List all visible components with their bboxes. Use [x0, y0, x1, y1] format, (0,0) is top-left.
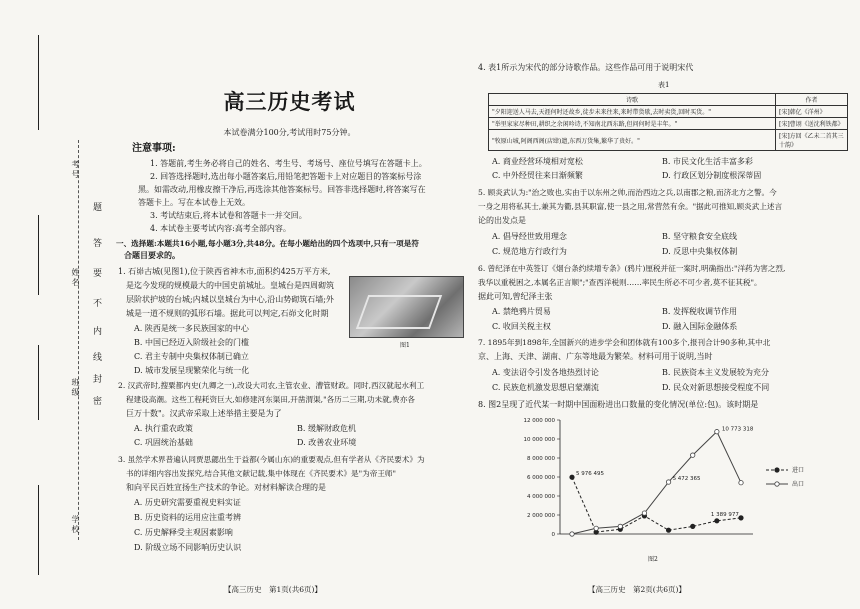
seal-word: 要: [93, 269, 103, 279]
photo-wall: [356, 295, 442, 329]
q2-stem: 巨万十数"。汉武帝采取上述举措主要是为了: [126, 409, 282, 418]
seal-word: 题: [93, 203, 103, 213]
flour-trade-chart: [498, 412, 838, 552]
q6-option-a[interactable]: A. 禁绝鸦片贸易: [492, 307, 551, 316]
table-header: 诗歌: [489, 94, 776, 106]
class-label: 班级: [71, 378, 80, 398]
note-line: 黑。如需改动,用橡皮擦干净后,再选涂其他答案标号。回答非选择题时,将答案写在: [138, 185, 426, 194]
figure2-caption: 图2: [648, 556, 658, 563]
q5-option-a[interactable]: A. 倡导经世致用理念: [492, 232, 567, 241]
table-row: [489, 106, 848, 118]
seal-word: 密: [93, 397, 103, 407]
q6-stem: 据此可知,曾纪泽主张: [478, 292, 553, 301]
q2-stem: 2. 汉武帝时,搜粟都内史(九卿之一),改设大司农,主管农业、漕管财政。同时,西汉就起水利工: [118, 381, 425, 390]
section-heading: 一、选择题:本题共16小题,每小题3分,共48分。在每小题给出的四个选项中,只有一项是符: [116, 239, 419, 248]
note-line: 1. 答题前,考生务必将自己的姓名、考生号、考场号、座位号填写在答题卡上。: [150, 159, 427, 168]
data-point: [642, 511, 646, 515]
q4-option-c[interactable]: C. 中外经贸往来日渐频繁: [492, 171, 583, 180]
class-line: [38, 345, 39, 420]
y-tick-label: 12 000 000: [523, 418, 555, 424]
page2-footer: 【高三历史 第2页(共6页)】: [588, 585, 686, 594]
data-point: [715, 429, 719, 433]
q2-stem: 程建设高潮。这些工程耗资巨大,如修建河东渠田,开凿渭渠,"各历二三期,功未就,费亦各: [126, 395, 415, 404]
figure1-caption: 图1: [400, 342, 410, 349]
table-row: [489, 130, 848, 151]
table1-caption: 表1: [658, 81, 670, 89]
data-label: 10 773 318: [721, 426, 754, 433]
q2-option-d[interactable]: D. 改善农业环境: [297, 438, 357, 447]
q7-stem: 7. 1895年到1898年,全国新兴的进步学会和团体就有100多个,报刊合计90多种,其中北: [478, 338, 771, 347]
data-point: [691, 524, 695, 528]
q1-option-d[interactable]: D. 城市发展呈现繁荣化与统一化: [134, 366, 250, 375]
page-1: [112, 0, 467, 609]
seal-word: 线: [93, 353, 103, 363]
table-cell: [宋]韩亿《洋州》: [776, 106, 848, 118]
legend-label: 出口: [792, 481, 805, 488]
data-point: [715, 519, 719, 523]
data-label: 5 976 495: [576, 471, 604, 478]
table-cell: "夕阳迎送人马去,天涯何时还故乡,徒步未来往来,来时带货歇,去时卖货,回时买货。": [489, 106, 776, 118]
shimao-city-photo: [349, 276, 464, 338]
seal-line: [78, 140, 79, 540]
y-tick-label: 0: [551, 532, 555, 538]
notes-heading: 注意事项:: [132, 143, 176, 154]
q3-stem: 和向平民百姓宣扬生产技术的争论。对材料解读合理的是: [126, 483, 326, 492]
page1-footer: 【高三历史 第1页(共6页)】: [224, 585, 322, 594]
series-line-0: [572, 477, 741, 532]
data-point: [570, 532, 574, 536]
exam-no-line: [38, 35, 39, 130]
seal-word: 答: [93, 239, 103, 249]
q8-stem: 8. 图2呈现了近代某一时期中国面粉进出口数量的变化情况(单位:包)。该时期是: [478, 400, 759, 409]
exam-no-label: 考号: [71, 160, 80, 180]
table-cell: "牧原山城,阿阁西阁(店肆)遗,东西万货集,繁华了贵好。": [489, 130, 776, 151]
q3-stem: 3. 虽然学术界普遍认同贾思勰出生于益都(今属山东)的重要观点,但有学者从《齐民要术》为: [118, 455, 425, 464]
seal-word: 内: [93, 327, 103, 337]
q5-option-b[interactable]: B. 坚守粮食安全底线: [662, 232, 737, 241]
seal-word: 不: [93, 299, 103, 309]
q6-option-b[interactable]: B. 发挥税收调节作用: [662, 307, 737, 316]
q4-stem: 4. 表1所示为宋代的部分诗歌作品。这些作品可用于说明宋代: [478, 63, 694, 72]
legend-marker: [775, 468, 779, 472]
legend-marker: [775, 482, 779, 486]
data-point: [618, 524, 622, 528]
q2-option-b[interactable]: B. 缓解财政危机: [297, 424, 356, 433]
q3-stem: 书的详细内容出发探究,结合其他文献记载,集中体现在《齐民要术》是"为帝王师": [126, 469, 396, 478]
data-point: [739, 516, 743, 520]
data-point: [666, 528, 670, 532]
q6-stem: 6. 曾纪泽在中英签订《烟台条约续增专条》(鸦片)厘税并征一案时,明确指出:"洋药为害之烈,: [478, 264, 786, 273]
school-label: 学校: [71, 515, 80, 535]
q1-option-a[interactable]: A. 陕西是统一多民族国家的中心: [134, 324, 249, 333]
q1-stem: 层阶状护坡的台城;内城以皇城台为中心,沿山势砌筑石墙;外: [126, 295, 334, 304]
table-cell: "举里家家尽种田,耕织之余闲吟诗,不知南北西东路,但问何时是丰年。": [489, 118, 776, 130]
q1-option-b[interactable]: B. 中国已经迈入阶级社会的门槛: [134, 338, 249, 347]
data-point: [666, 480, 670, 484]
exam-subtitle: 本试卷满分100分,考试用时75分钟。: [223, 128, 356, 137]
table-cell: [宋]曹诩《送沈利铁都》: [776, 118, 848, 130]
q5-option-c[interactable]: C. 规范地方行政行为: [492, 247, 567, 256]
q7-option-b[interactable]: B. 民族资本主义发展较为充分: [662, 368, 769, 377]
binding-strip: [0, 0, 112, 609]
school-line: [38, 485, 39, 575]
data-point: [739, 481, 743, 485]
name-label: 姓名: [71, 268, 80, 288]
q6-option-d[interactable]: D. 融入国际金融体系: [662, 322, 738, 331]
data-label: 5 472 365: [672, 476, 701, 483]
q4-option-a[interactable]: A. 商业经营环境相对宽松: [492, 157, 583, 166]
q1-stem: 城是一道不规则的弧形石墙。据此可以判定,石峁文化时期: [126, 309, 329, 318]
note-line: 4. 本试卷主要考试内容:高考全部内容。: [150, 224, 291, 233]
q1-stem: 是迄今发现的规模最大的中国史前城址。皇城台是四周砌筑: [126, 281, 334, 290]
seal-word: 封: [93, 375, 103, 385]
data-label: 1 389 977: [710, 511, 739, 518]
q5-option-d[interactable]: D. 反思中央集权体制: [662, 247, 738, 256]
table-row: [489, 118, 848, 130]
q3-option-d[interactable]: D. 阶级立场不同影响历史认识: [134, 543, 242, 552]
page-2: [478, 0, 853, 609]
q3-option-b[interactable]: B. 历史资料的运用应注重考辨: [134, 513, 241, 522]
table-cell: [宋]方回《乙未二首其三十韵》: [776, 130, 848, 151]
table-header-row: [489, 94, 848, 106]
y-tick-label: 4 000 000: [527, 494, 555, 500]
q2-option-a[interactable]: A. 执行重农政策: [134, 424, 193, 433]
q3-option-c[interactable]: C. 历史解释受主观因素影响: [134, 528, 233, 537]
data-point: [691, 453, 695, 457]
q2-option-c[interactable]: C. 巩固统治基础: [134, 438, 193, 447]
legend-label: 进口: [792, 467, 805, 474]
section-heading-cont: 合题目要求的。: [124, 250, 180, 260]
q6-stem: 我华以重税困之,本属名正言顺";"查西洋税则……率民生所必不可少者,莫不征其税"。: [478, 278, 762, 287]
exam-title: 高三历史考试: [223, 89, 356, 114]
note-line: 3. 考试结束后,将本试卷和答题卡一并交回。: [150, 211, 307, 220]
name-line: [38, 215, 39, 295]
q6-option-c[interactable]: C. 收回关税主权: [492, 322, 551, 331]
q5-stem: 一身之用将私其士,兼其为衢,县其职富,使一县之用,常营然有余。"据此可推知,顾炎武上述言: [478, 202, 783, 211]
q1-option-c[interactable]: C. 君主专制中央集权体制已确立: [134, 352, 249, 361]
y-tick-label: 2 000 000: [527, 513, 555, 519]
q7-option-d[interactable]: D. 民众对新思想接受程度不同: [662, 383, 770, 392]
q7-option-a[interactable]: A. 变法诏令引发各地热烈讨论: [492, 368, 599, 377]
q4-option-b[interactable]: B. 市民文化生活丰富多彩: [662, 157, 753, 166]
poem-table: [488, 93, 848, 151]
y-tick-label: 10 000 000: [523, 437, 555, 443]
q3-option-a[interactable]: A. 历史研究需要重视史料实证: [134, 498, 241, 507]
q1-stem: 1. 石峁古城(见图1),位于陕西省神木市,面积约425万平方米,: [118, 267, 331, 276]
data-point: [570, 475, 574, 479]
y-tick-label: 6 000 000: [527, 475, 555, 481]
table-header: 作者: [776, 94, 848, 106]
q7-stem: 京、上海、天津、湖南、广东等地最为繁荣。材料可用于说明,当时: [478, 352, 713, 361]
note-line: 2. 回答选择题时,选出每小题答案后,用铅笔把答题卡上对应题目的答案标号涂: [150, 172, 422, 181]
data-point: [594, 526, 598, 530]
q7-option-c[interactable]: C. 民族危机激发思想启蒙潮流: [492, 383, 599, 392]
note-line: 答题卡上。写在本试卷上无效。: [138, 198, 250, 207]
q5-stem: 论的出发点是: [478, 216, 526, 225]
q5-stem: 5. 顾炎武认为:"治之败也,实由于以东州之帅,而治西边之兵,以南郡之粮,而济北方之警。今: [478, 188, 777, 197]
q4-option-d[interactable]: D. 行政区划分制度根深蒂固: [662, 171, 762, 180]
y-tick-label: 8 000 000: [527, 456, 555, 462]
